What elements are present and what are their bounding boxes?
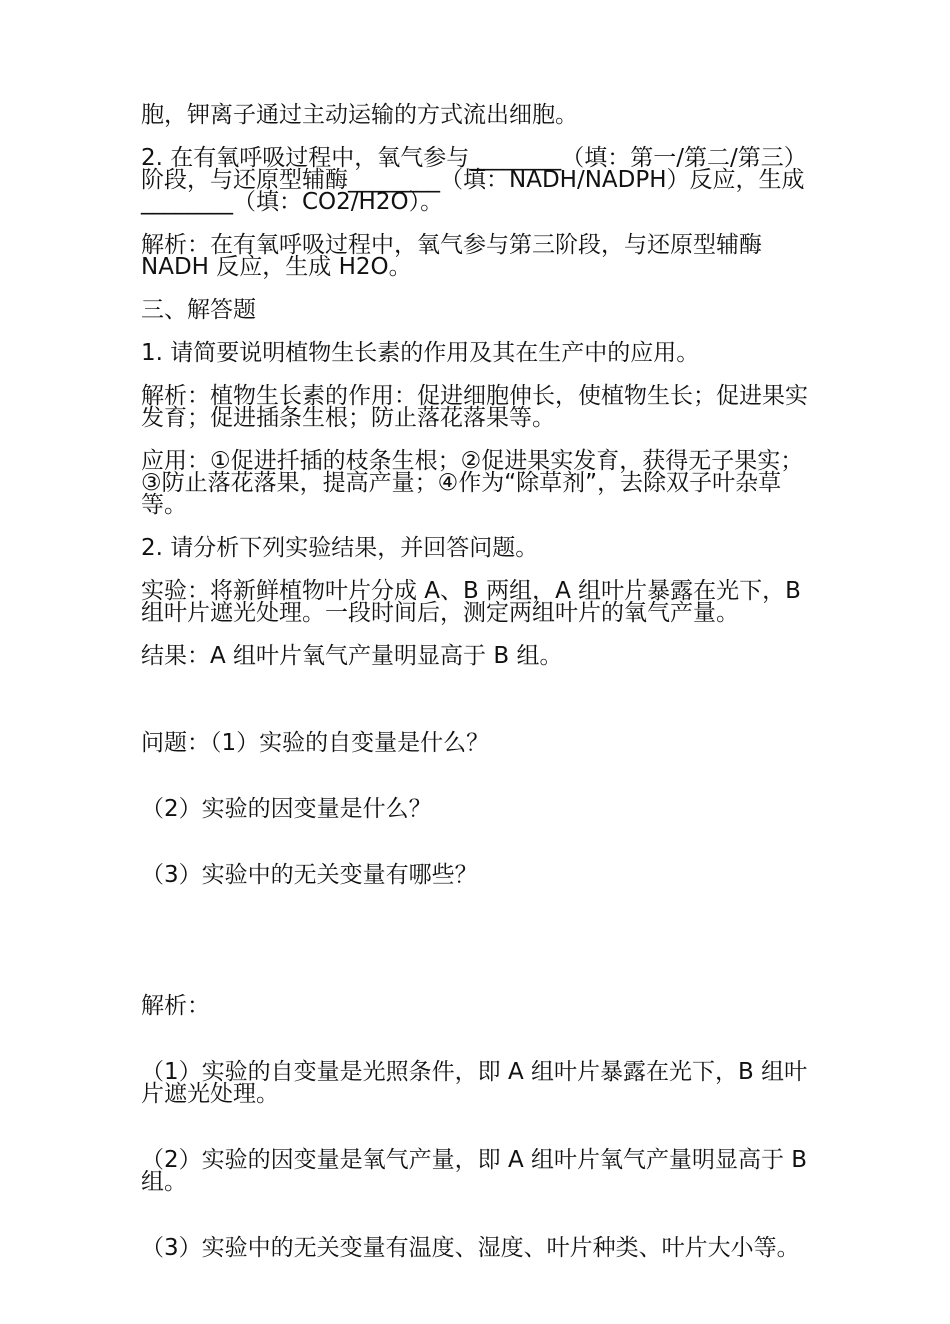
question-line-2: （2）实验的因变量是什么？	[141, 796, 432, 822]
answer-application-essay-1: 应用：①促进扦插的枝条生根；②促进果实发育，获得无子果实；③防止落花落果，提高产量；④作为“除草剂”，去除双子叶杂草等。	[141, 448, 804, 518]
section-heading: 三、解答题	[141, 297, 256, 323]
analysis-heading: 解析：	[141, 993, 210, 1019]
experiment-result: 结果：A 组叶片氧气产量明显高于 B 组。	[141, 643, 563, 669]
paragraph-1: 胞，钾离子通过主动运输的方式流出细胞。	[141, 102, 578, 128]
analysis-line-1: （1）实验的自变量是光照条件，即 A 组叶片暴露在光下，B 组叶片遮光处理。	[141, 1059, 808, 1107]
experiment-description: 实验：将新鲜植物叶片分成 A、B 两组，A 组叶片暴露在光下，B 组叶片遮光处理。一段时间后，测定两组叶片的氧气产量。	[141, 578, 809, 626]
analysis-line-3: （3）实验中的无关变量有温度、湿度、叶片种类、叶片大小等。	[141, 1235, 800, 1261]
question-list	[141, 688, 813, 930]
answer-analysis-2: 解析：在有氧呼吸过程中，氧气参与第三阶段，与还原型辅酶NADH 反应，生成 H2O。	[141, 232, 762, 280]
document-page	[141, 104, 813, 1324]
question-essay-1: 1. 请简要说明植物生长素的作用及其在生产中的应用。	[141, 340, 700, 366]
question-fill-blank-2: 2. 在有氧呼吸过程中，氧气参与________（填：第一/第二/第三）阶段，与还原型辅酶________（填：NADH/NADPH）反应，生成________（填：CO2/H2O）。	[141, 145, 807, 215]
question-line-3: （3）实验中的无关变量有哪些？	[141, 862, 478, 888]
analysis-line-2: （2）实验的因变量是氧气产量，即 A 组叶片氧气产量明显高于 B 组。	[141, 1147, 815, 1195]
question-line-1: 问题：（1）实验的自变量是什么？	[141, 730, 490, 756]
answer-analysis-essay-1: 解析：植物生长素的作用：促进细胞伸长，使植物生长；促进果实发育；促进插条生根；防止落花落果等。	[141, 383, 808, 431]
question-essay-2: 2. 请分析下列实验结果，并回答问题。	[141, 535, 539, 561]
analysis-block	[141, 951, 813, 1303]
